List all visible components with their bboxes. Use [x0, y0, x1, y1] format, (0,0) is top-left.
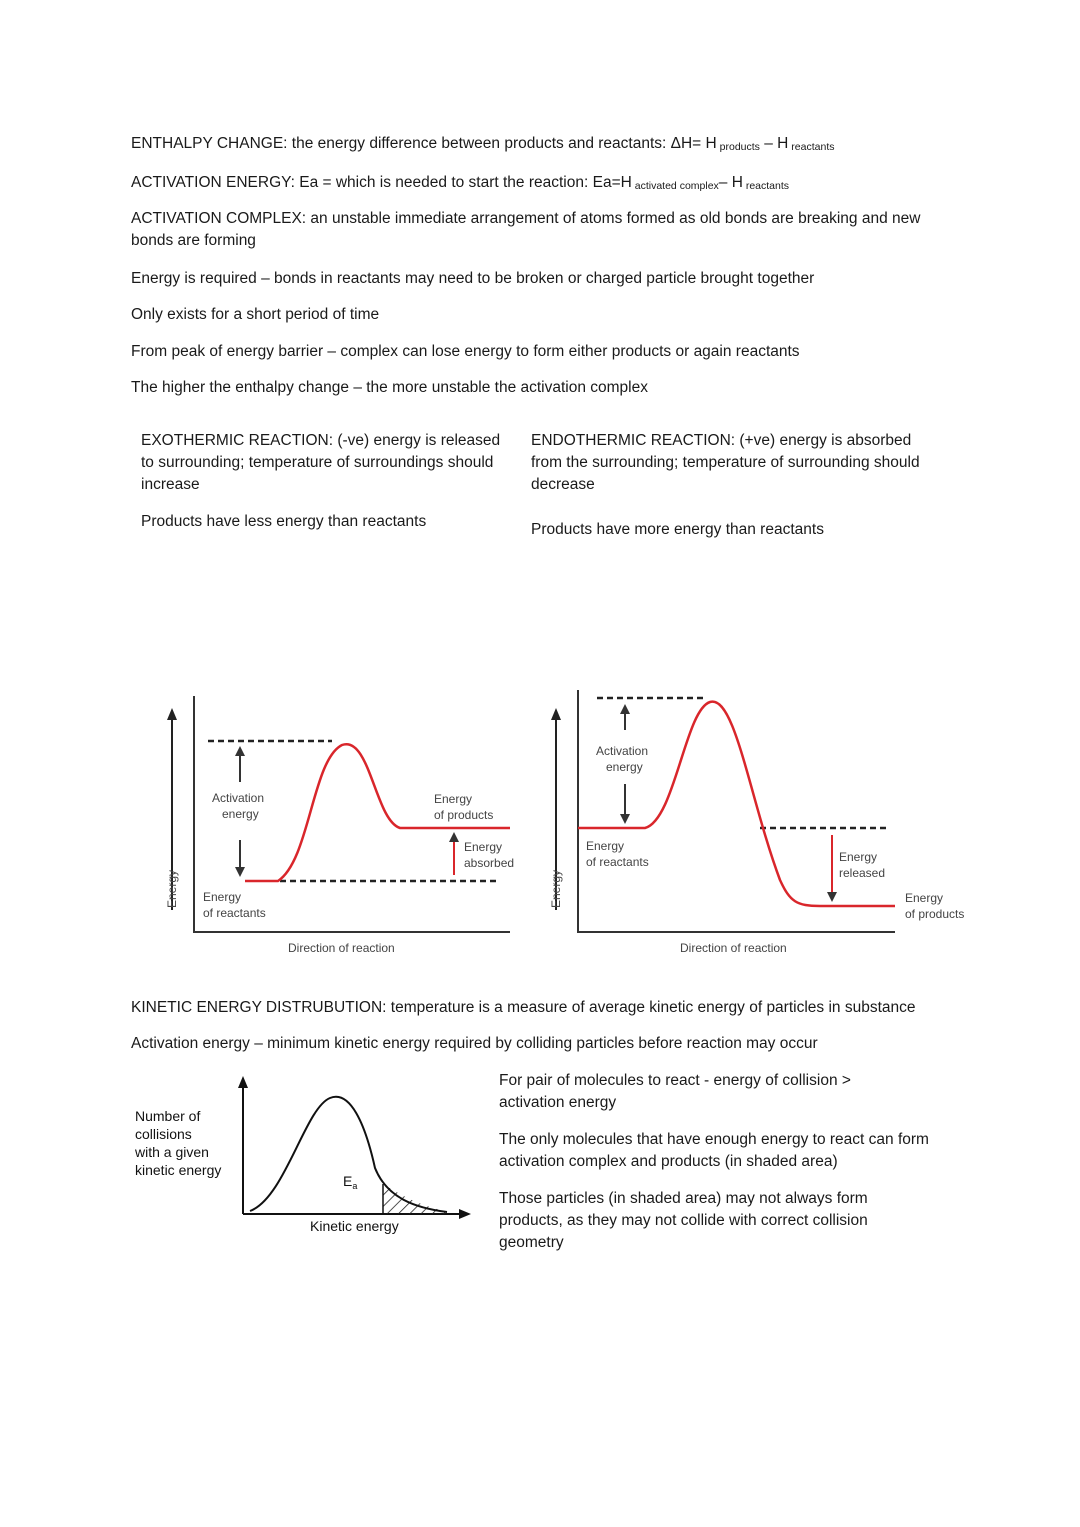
enthalpy-change-definition: ENTHALPY CHANGE: the energy difference between products and reactants: ΔH= H products – H reactants	[131, 135, 835, 153]
y-axis-label-2: collisions	[135, 1126, 192, 1142]
kinetic-heading: KINETIC ENERGY DISTRUBUTION: temperature is a measure of average kinetic energy of particles in substance	[131, 999, 916, 1016]
activation-label-2: energy	[222, 807, 259, 821]
energy-of-products-label-2: of products	[905, 907, 965, 921]
direction-of-reaction-label: Direction of reaction	[288, 941, 395, 955]
energy-of-reactants-label-2: of reactants	[586, 855, 649, 869]
point-energy-of-collision: For pair of molecules to react - energy of collision > activation energy	[499, 1072, 851, 1111]
kinetic-energy-distribution-graph	[125, 1068, 485, 1248]
energy-of-reactants-label-2: of reactants	[203, 906, 266, 920]
activation-label-2: energy	[606, 760, 643, 774]
distribution-curve	[250, 1097, 447, 1212]
activation-energy-note: Activation energy – minimum kinetic energy required by colliding particles before reaction may occur	[131, 1035, 818, 1052]
energy-of-products-label-1: Energy	[905, 891, 944, 905]
energy-axis-label: Energy	[165, 869, 179, 908]
activation-energy-definition: ACTIVATION ENERGY: Ea = which is needed to start the reaction: Ea=H activated complex– H reactants	[131, 174, 790, 192]
exothermic-note: Products have less energy than reactants	[141, 513, 427, 530]
note-enthalpy-unstable: The higher the enthalpy change – the more unstable the activation complex	[131, 379, 648, 396]
energy-axis-label: Energy	[549, 869, 563, 908]
point-enough-energy: The only molecules that have enough energy to react can form activation complex and products (in shaded area)	[499, 1131, 929, 1170]
activation-label-1: Activation	[596, 744, 649, 758]
note-energy-required: Energy is required – bonds in reactants may need to be broken or charged particle brought together	[131, 270, 815, 287]
energy-of-reactants-label-1: Energy	[203, 890, 242, 904]
activation-label-1: Activation	[212, 791, 265, 805]
energy-of-products-label-2: of products	[434, 808, 494, 822]
energy-released-label-2: released	[839, 866, 886, 880]
energy-absorbed-label-2: absorbed	[464, 856, 515, 870]
point-collision-geometry: Those particles (in shaded area) may not always form products, as they may not collide with correct collision geometry	[499, 1190, 868, 1251]
right-energy-diagram	[535, 680, 985, 970]
ea-label: $E_a$	[343, 1173, 358, 1191]
direction-of-reaction-label: Direction of reaction	[680, 941, 787, 955]
energy-absorbed-arrow	[449, 832, 459, 875]
exothermic-heading: EXOTHERMIC REACTION: (-ve) energy is released to surrounding; temperature of surroundings should increase	[141, 432, 501, 493]
note-short-period: Only exists for a short period of time	[131, 306, 380, 323]
y-axis-label-3: with a given	[135, 1144, 209, 1160]
energy-of-products-label-1: Energy	[434, 792, 473, 806]
x-axis-label: Kinetic energy	[310, 1218, 399, 1234]
energy-absorbed-label-1: Energy	[464, 840, 503, 854]
y-axis-label-1: Number of	[135, 1108, 201, 1124]
activation-complex-definition: ACTIVATION COMPLEX: an unstable immediate arrangement of atoms formed as old bonds are breaking and new bonds are forming	[131, 210, 921, 249]
energy-of-reactants-label-1: Energy	[586, 839, 625, 853]
endothermic-note: Products have more energy than reactants	[531, 521, 824, 538]
left-energy-diagram	[150, 680, 530, 970]
y-axis-label-4: kinetic energy	[135, 1162, 222, 1178]
energy-released-label-1: Energy	[839, 850, 878, 864]
endothermic-heading: ENDOTHERMIC REACTION: (+ve) energy is absorbed from the surrounding; temperature of surrounding should decrease	[531, 432, 920, 493]
note-energy-barrier: From peak of energy barrier – complex can lose energy to form either products or again reactants	[131, 343, 800, 360]
energy-released-arrow	[827, 835, 837, 902]
graph-axes	[238, 1076, 471, 1219]
